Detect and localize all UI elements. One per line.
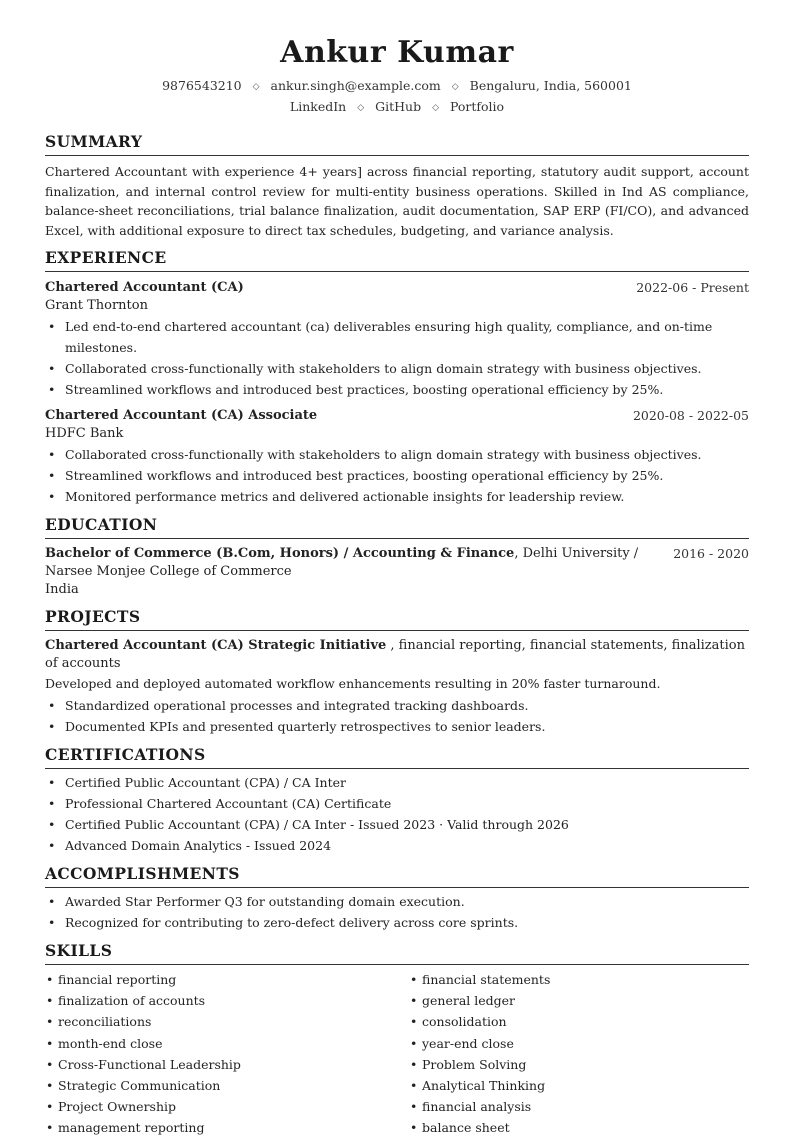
list-item: • Professional Chartered Accountant (CA) Certificate — [45, 793, 749, 814]
project-tags: , financial reporting, financial statements, finalization of accounts — [45, 638, 745, 671]
list-item: • Led end-to-end chartered accountant (ca) deliverables ensuring high quality, compliance, and on-time milestones. — [45, 316, 749, 358]
accomplishment-list — [45, 891, 749, 933]
job-dates: 2022-06 - Present — [636, 280, 749, 295]
github-link[interactable]: GitHub — [375, 99, 422, 114]
certification-list — [45, 772, 749, 856]
list-item: • Certified Public Accountant (CPA) / CA Inter — [45, 772, 749, 793]
skill-item: • consolidation — [409, 1011, 749, 1032]
education-location: India — [45, 582, 79, 597]
skill-item: • financial reporting — [45, 969, 409, 990]
list-item: • Monitored performance metrics and delivered actionable insights for leadership review. — [45, 486, 749, 507]
list-item: • Advanced Domain Analytics - Issued 2024 — [45, 835, 749, 856]
skill-item: • financial analysis — [409, 1096, 749, 1117]
skill-item: • Analytical Thinking — [409, 1075, 749, 1096]
skill-item: • month-end close — [45, 1033, 409, 1054]
skills-column-left — [45, 969, 409, 1139]
education-dates: 2016 - 2020 — [673, 546, 749, 561]
skill-item: • Project Ownership — [45, 1096, 409, 1117]
section-title-accomplishments: ACCOMPLISHMENTS — [45, 864, 749, 888]
section-title-education: EDUCATION — [45, 515, 749, 539]
contact-line — [45, 76, 749, 97]
separator-icon: ◇ — [252, 82, 260, 92]
section-title-experience: EXPERIENCE — [45, 248, 749, 272]
employer: Grant Thornton — [45, 298, 148, 313]
list-item: • Collaborated cross-functionally with stakeholders to align domain strategy with business objectives. — [45, 358, 749, 379]
portfolio-link[interactable]: Portfolio — [449, 99, 505, 114]
experience-entry — [45, 406, 749, 507]
skill-item: • Cross-Functional Leadership — [45, 1054, 409, 1075]
job-bullets — [45, 316, 749, 400]
job-bullets — [45, 444, 749, 507]
skill-item: • balance sheet — [409, 1117, 749, 1138]
skill-item: • financial statements — [409, 969, 749, 990]
skill-item: • reconciliations — [45, 1011, 409, 1032]
job-title: Chartered Accountant (CA) — [45, 280, 244, 295]
section-title-projects: PROJECTS — [45, 607, 749, 631]
education-entry — [45, 545, 749, 581]
candidate-name: Ankur Kumar — [280, 35, 514, 70]
skill-item: • finalization of accounts — [45, 990, 409, 1011]
project-title: Chartered Accountant (CA) Strategic Initiative — [45, 638, 387, 653]
job-title: Chartered Accountant (CA) Associate — [45, 408, 318, 423]
separator-icon: ◇ — [432, 103, 439, 113]
list-item: • Streamlined workflows and introduced best practices, boosting operational efficiency by 25%. — [45, 465, 749, 486]
employer: HDFC Bank — [45, 426, 124, 441]
project-bullets — [45, 695, 749, 737]
degree: Bachelor of Commerce (B.Com, Honors) / Accounting & Finance — [45, 546, 515, 561]
experience-entry — [45, 278, 749, 400]
links-line — [45, 97, 749, 118]
separator-icon: ◇ — [451, 82, 459, 92]
list-item: • Certified Public Accountant (CPA) / CA Inter - Issued 2023 · Valid through 2026 — [45, 814, 749, 835]
separator-icon: ◇ — [357, 103, 365, 113]
list-item: • Standardized operational processes and integrated tracking dashboards. — [45, 695, 749, 716]
list-item: • Recognized for contributing to zero-defect delivery across core sprints. — [45, 912, 749, 933]
list-item: • Streamlined workflows and introduced best practices, boosting operational efficiency by 25%. — [45, 379, 749, 400]
project-description: Developed and deployed automated workflow enhancements resulting in 20% faster turnaround. — [45, 676, 661, 691]
section-title-certifications: CERTIFICATIONS — [45, 745, 749, 769]
job-dates: 2020-08 - 2022-05 — [632, 408, 749, 423]
linkedin-link[interactable]: LinkedIn — [289, 99, 347, 114]
skill-item: • year-end close — [409, 1033, 749, 1054]
skill-item: • management reporting — [45, 1117, 409, 1138]
skill-item: • general ledger — [409, 990, 749, 1011]
list-item: • Awarded Star Performer Q3 for outstanding domain execution. — [45, 891, 749, 912]
school: , Delhi University / Narsee Monjee College of Commerce — [45, 546, 639, 579]
project-entry — [45, 637, 749, 673]
skill-item: • Problem Solving — [409, 1054, 749, 1075]
email-link[interactable]: ankur.singh@example.com — [270, 78, 441, 93]
section-title-summary: SUMMARY — [45, 132, 749, 156]
skill-item: • Strategic Communication — [45, 1075, 409, 1096]
skills-grid — [45, 969, 749, 1139]
summary-text: Chartered Accountant with experience 4+ years] across financial reporting, statutory audit support, account finalization, and internal control review for multi-entity business operations. Skilled in Ind AS compliance, balance-sheet reconciliations, trial balance finalization, audit documentation, SAP ERP (FI/CO), and advanced Excel, with additional exposure to direct tax schedules, budgeting, and variance analysis. — [45, 164, 749, 238]
skills-column-right — [409, 969, 749, 1139]
location: Bengaluru, India, 560001 — [469, 78, 632, 93]
list-item: • Collaborated cross-functionally with stakeholders to align domain strategy with business objectives. — [45, 444, 749, 465]
phone: 9876543210 — [162, 78, 242, 93]
list-item: • Documented KPIs and presented quarterly retrospectives to senior leaders. — [45, 716, 749, 737]
section-title-skills: SKILLS — [45, 941, 749, 965]
